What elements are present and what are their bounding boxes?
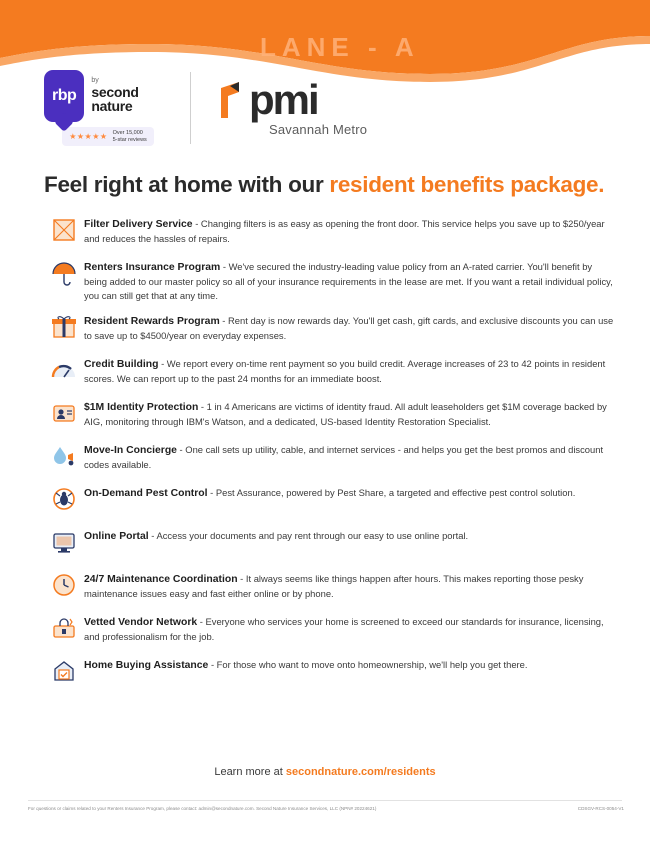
benefit-title: Move-In Concierge [84, 445, 177, 457]
headline-accent: resident benefits package. [329, 172, 605, 197]
list-item [44, 399, 616, 431]
list-item [44, 571, 616, 603]
benefit-body: - We've secured the industry-leading value policy from an A-rated carrier. You'll benefit by being added to our master policy so all of your insurance requirements in the lease are met. If you want a retail individual policy, you can still get that at any time. [84, 261, 613, 301]
learn-more-prefix: Learn more at [214, 766, 286, 778]
list-item [44, 485, 616, 517]
pmi-arrow-icon [217, 80, 243, 120]
benefit-title: Renters Insurance Program [84, 262, 221, 273]
list-item [44, 657, 616, 689]
pmi-wordmark: pmi [249, 75, 318, 123]
benefit-body: - Rent day is now rewards day. You'll get cash, gift cards, and exclusive discounts you can use to save up to $4500/year on everyday expenses. [84, 315, 614, 342]
clock-icon [44, 571, 84, 603]
pmi-location: Savannah Metro [269, 121, 368, 137]
benefit-body: - Everyone who services your home is screened to exceed our standards for insurance, licensing, and professionalism for the job. [84, 616, 604, 643]
logo-divider [190, 72, 191, 144]
benefit-body: - One call sets up utility, cable, and internet services - and helps you get the best promos and discount codes available. [84, 444, 604, 471]
benefit-title: Vetted Vendor Network [84, 617, 198, 629]
stars-icon: ★★★★★ [69, 132, 108, 141]
pmi-logo [217, 75, 368, 137]
rbp-badge-text: rbp [52, 86, 77, 104]
headline-plain: Feel right at home with our [44, 172, 330, 197]
benefit-body: - 1 in 4 Americans are victims of identity fraud. All adult leaseholders get $1M coverage backed by AIG, monitoring through IBM's Watson, and a dedicated, US-based Identity Restoration Specialist. [84, 401, 607, 428]
reviews-badge [62, 127, 154, 147]
rbp-badge-icon [44, 70, 84, 122]
fineprint-text: For questions or claims related to your Renters Insurance Program, please contact: admin@secondnature.com. Second Nature Insurance Services, LLC (NPN# 20224621) [28, 806, 377, 811]
list-item [44, 528, 616, 560]
list-item [44, 216, 616, 248]
pest-control-icon [44, 485, 84, 517]
benefit-title: Resident Rewards Program [84, 316, 220, 328]
document-code: CDSGV-RCS-0054-V1 [577, 806, 624, 811]
list-item [44, 614, 616, 646]
filter-icon [44, 216, 84, 248]
footer-divider [28, 800, 622, 801]
utilities-drop-icon [44, 442, 84, 474]
monitor-icon [44, 528, 84, 560]
benefit-body: - We report every on-time rent payment so you build credit. Average increases of 23 to 42 points in resident scores. We can report up to the past 24 months for an immediate boost. [84, 358, 606, 385]
umbrella-icon [44, 259, 84, 291]
benefit-title: On-Demand Pest Control [84, 488, 208, 500]
benefits-list [44, 216, 616, 700]
benefit-title: Filter Delivery Service [84, 219, 193, 230]
second-nature-name: second nature [91, 83, 139, 115]
gift-icon [44, 313, 84, 345]
benefit-body: - For those who want to move onto homeownership, we'll help you get there. [208, 659, 528, 671]
benefit-title: Credit Building [84, 359, 159, 371]
list-item [44, 313, 616, 345]
rbp-logo [44, 70, 172, 147]
lane-watermark: LANE - A [260, 32, 420, 62]
list-item [44, 442, 616, 474]
residents-link[interactable]: secondnature.com/residents [285, 766, 436, 778]
benefit-body: - Pest Assurance, powered by Pest Share, a targeted and effective pest control solution. [207, 487, 576, 499]
benefit-title: Online Portal [84, 531, 149, 543]
benefit-title: Home Buying Assistance [84, 660, 209, 672]
list-item [44, 259, 616, 302]
identity-shield-icon [44, 399, 84, 431]
benefit-body: - Changing filters is as easy as opening the front door. This service helps you save up to $250/year and reduces the hassles of repairs. [84, 218, 605, 245]
home-checklist-icon [44, 657, 84, 689]
benefit-title: 24/7 Maintenance Coordination [84, 574, 238, 586]
page-title [44, 172, 616, 198]
reviews-label: 5-star reviews [112, 136, 147, 143]
benefit-title: $1M Identity Protection [84, 402, 199, 414]
learn-more-line [0, 766, 650, 778]
rbp-by-label: by [91, 77, 99, 85]
vendor-toolbox-icon [44, 614, 84, 646]
benefit-body: - Access your documents and pay rent through our easy to use online portal. [148, 530, 469, 542]
credit-score-icon [44, 356, 84, 388]
benefit-body: - It always seems like things happen after hours. This makes reporting those pesky maintenance issues easy and fast either online or by phone. [84, 573, 584, 600]
reviews-count: Over 15,000 [112, 129, 143, 136]
logo-row [44, 58, 604, 158]
list-item [44, 356, 616, 388]
